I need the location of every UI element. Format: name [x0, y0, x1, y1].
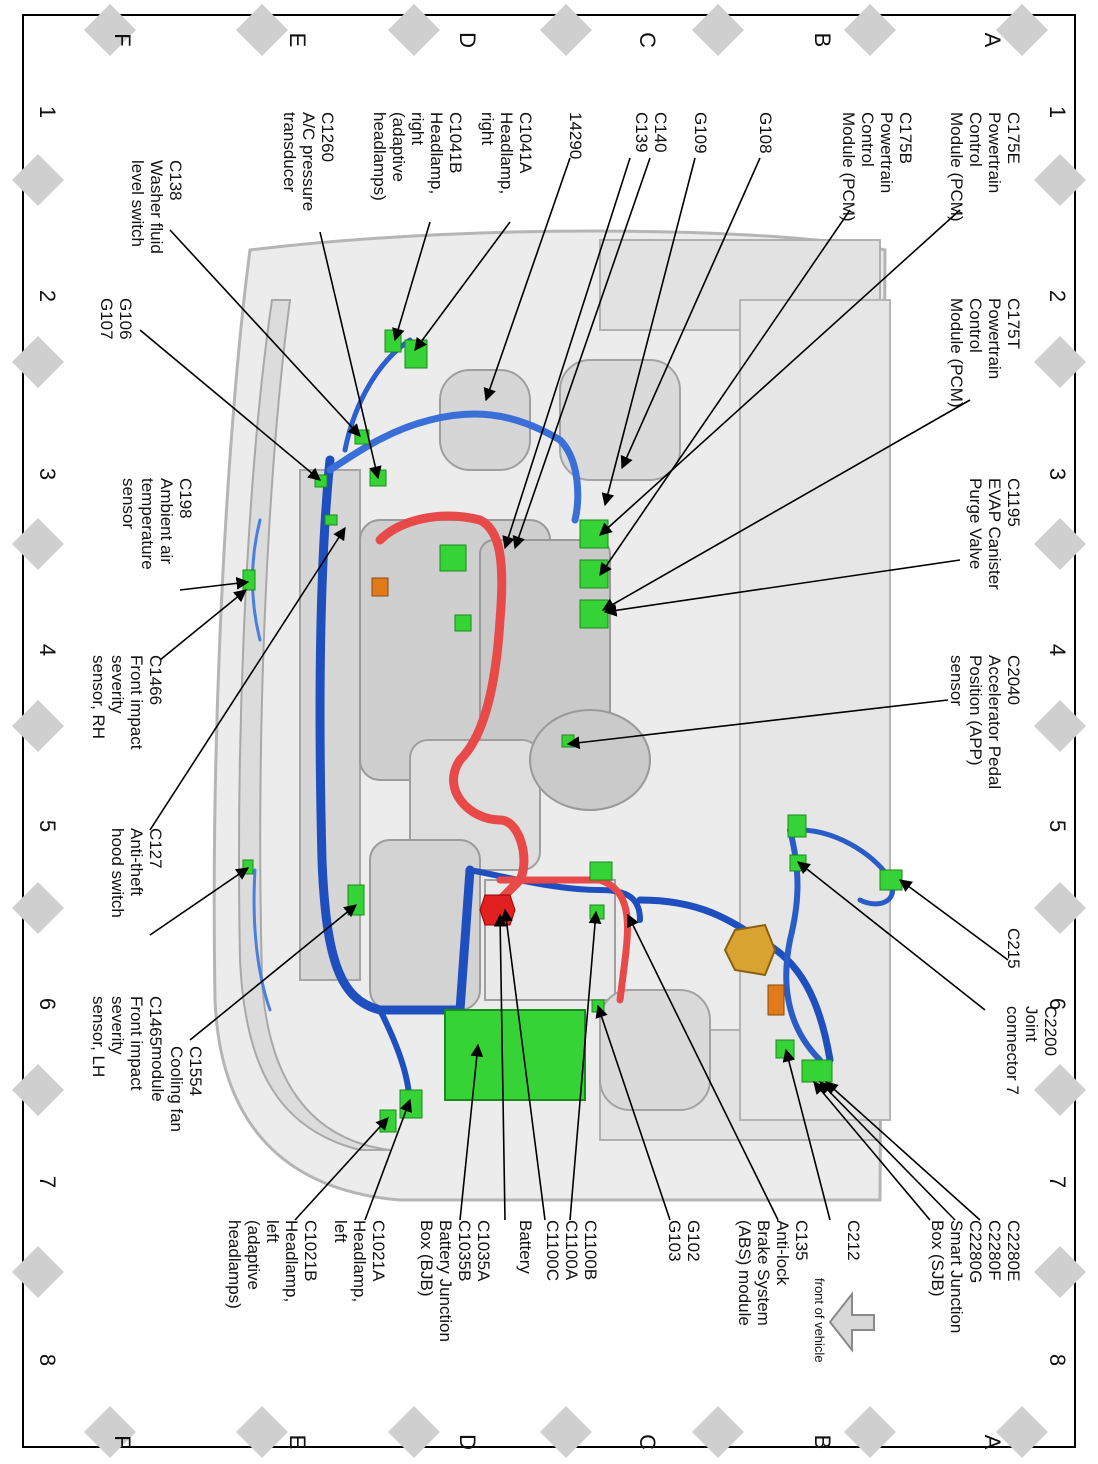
callout-line: C1100B [581, 1220, 600, 1281]
grid-col-label-6-left: 6 [35, 997, 60, 1011]
callout-line: sensor, LH [89, 996, 108, 1078]
border-diamond [84, 4, 136, 56]
callout-line: module [148, 1046, 167, 1102]
grid-row-label-d-bottom: D [455, 1434, 480, 1450]
border-diamond [12, 154, 64, 206]
callout-line: Brake System [754, 1220, 773, 1326]
callout-c175e [947, 112, 1023, 222]
connector-c135 [590, 862, 612, 880]
callout-line: C198 [176, 478, 195, 519]
callout-line: G102 [684, 1220, 703, 1262]
callout-line: Control [858, 112, 877, 167]
callout-c1035a [417, 1220, 493, 1342]
strut-tower-left [600, 990, 710, 1110]
border-diamond [1034, 1246, 1086, 1298]
callout-line: Headlamp, [427, 112, 446, 195]
callout-line: C1100C [543, 1220, 562, 1282]
grid-col-label-8: 8 [1045, 1353, 1070, 1367]
border-diamond [12, 1064, 64, 1116]
border-diamond [84, 1406, 136, 1458]
callout-line: C212 [844, 1220, 863, 1261]
callout-line: hood switch [108, 828, 127, 918]
callout-line: Anti-lock [773, 1220, 792, 1286]
callout-line: Cooling fan [167, 1046, 186, 1133]
grid-col-label-8-left: 8 [35, 1353, 60, 1367]
callout-line: C1035B [455, 1220, 474, 1282]
connector-14290 [455, 615, 471, 631]
border-diamond [236, 1406, 288, 1458]
callout-line: Box (BJB) [417, 1220, 436, 1297]
connector-orange-1 [372, 578, 388, 596]
grid-row-label-e-bottom: E [285, 1434, 310, 1450]
border-diamond [1034, 336, 1086, 388]
callout-g108 [756, 112, 775, 154]
callout-line: C1260 [318, 112, 337, 163]
connector-c127 [325, 515, 337, 525]
connector-c1021b [380, 1110, 396, 1132]
callout-line: Battery [516, 1220, 535, 1274]
connector-c175e [580, 520, 608, 548]
border-diamond [236, 4, 288, 56]
border-diamond [540, 1406, 592, 1458]
border-diamond [12, 700, 64, 752]
callout-line: C175T [1004, 298, 1023, 350]
callout-c1554 [148, 1046, 205, 1132]
callout-c1021b [225, 1220, 320, 1309]
callout-line: Accelerator Pedal [985, 655, 1004, 790]
connector-c2280 [802, 1060, 832, 1082]
grid-row-label-a: A [980, 32, 1005, 48]
callout-c175b [839, 112, 915, 222]
border-diamond [540, 4, 592, 56]
callout-line: C135 [792, 1220, 811, 1261]
grid-row-label-c: C [635, 32, 660, 48]
callout-line: C1195 [1004, 478, 1023, 527]
connector-c1041a [405, 340, 427, 368]
grid-row-label-f: F [110, 33, 135, 47]
border-diamond [1034, 882, 1086, 934]
callout-line: C2280G [966, 1220, 985, 1284]
callout-g106 [97, 298, 135, 340]
callout-line: G103 [665, 1220, 684, 1262]
callout-line: C2280E [1004, 1220, 1023, 1282]
callout-line: temperature [138, 478, 157, 570]
callout-line: EVAP Canister [985, 478, 1004, 590]
border-diamond [1034, 518, 1086, 570]
callout-line: C139 [632, 112, 651, 153]
callout-line: left [331, 1220, 350, 1243]
front-of-vehicle-label: front of vehicle [812, 1278, 827, 1363]
connector-c198 [243, 570, 255, 590]
callout-line: A/C pressure [299, 112, 318, 212]
callout-c198 [119, 478, 195, 570]
callout-line: G109 [691, 112, 710, 154]
callout-line: Position (APP) [966, 655, 985, 766]
callout-c1100b [543, 1220, 600, 1281]
grid-row-label-f-bottom: F [110, 1435, 135, 1449]
callout-line: C138 [166, 160, 185, 201]
callout-line: Joint [1022, 1006, 1041, 1042]
callout-line: C140 [651, 112, 670, 153]
border-diamond [996, 1406, 1048, 1458]
callout-c1041b [370, 112, 465, 201]
border-diamond [12, 1246, 64, 1298]
connector-c1195 [562, 735, 574, 747]
callout-line: level switch [128, 160, 147, 247]
callout-line: connector 7 [1003, 1006, 1022, 1095]
grid-col-label-1: 1 [1045, 105, 1070, 119]
callout-line: C1041B [446, 112, 465, 174]
callout-line: Ambient air [157, 478, 176, 564]
connector-c1041b [385, 330, 401, 352]
callout-line: severity [108, 655, 127, 714]
callout-c127 [108, 828, 165, 918]
grid-row-label-a-bottom: A [980, 1434, 1005, 1450]
callout-line: right [408, 112, 427, 146]
callout-line: C127 [146, 828, 165, 869]
callout-battery [516, 1220, 535, 1274]
connector-c1021a [400, 1090, 422, 1118]
border-diamond [1034, 1064, 1086, 1116]
callout-line: Powertrain [985, 112, 1004, 194]
callout-line: C175E [1004, 112, 1023, 164]
grid-col-label-2-left: 2 [35, 289, 60, 303]
callout-c2280e [928, 1220, 1023, 1333]
callout-c215 [1004, 928, 1023, 969]
connector-c1466 [440, 545, 466, 571]
callout-line: (adaptive [389, 112, 408, 182]
border-diamond [844, 4, 896, 56]
grid-col-label-5: 5 [1045, 819, 1070, 833]
callout-line: Headlamp, [497, 112, 516, 195]
callout-line: C1554 [186, 1046, 205, 1097]
grid-row-label-c-bottom: C [635, 1434, 660, 1450]
callout-line: Powertrain [877, 112, 896, 194]
connector-c215 [880, 870, 902, 890]
callout-c1021a [331, 1220, 388, 1302]
border-diamond [12, 882, 64, 934]
callout-line: Powertrain [985, 298, 1004, 380]
callout-line: C2280F [985, 1220, 1004, 1281]
border-diamond [996, 4, 1048, 56]
connector-c2040 [788, 815, 806, 837]
callout-line: left [263, 1220, 282, 1243]
callout-line: Front impact [127, 996, 146, 1091]
callout-line: Anti-theft [127, 828, 146, 897]
grid-row-label-b-bottom: B [810, 1434, 835, 1450]
callout-c1041a [478, 112, 535, 194]
grid-col-label-5-left: 5 [35, 819, 60, 833]
callout-line: Module (PCM) [947, 112, 966, 222]
callout-line: transducer [280, 112, 299, 193]
callout-h14290 [566, 112, 585, 159]
callout-line: Smart Junction [947, 1220, 966, 1334]
callout-line: Module (PCM) [947, 298, 966, 408]
callout-line: Headlamp, [350, 1220, 369, 1303]
callout-line: C215 [1004, 928, 1023, 969]
connector-orange-2 [768, 985, 784, 1015]
border-diamond [388, 4, 440, 56]
callout-c140 [632, 112, 670, 153]
grid-col-label-4: 4 [1045, 643, 1070, 657]
callout-line: C1041A [516, 112, 535, 174]
connector-c175b [580, 560, 608, 588]
callout-line: Front impact [127, 655, 146, 750]
callout-line: C1466 [146, 655, 165, 706]
border-diamond [1034, 700, 1086, 752]
callout-line: Battery Junction [436, 1220, 455, 1342]
grid-row-label-e: E [285, 32, 310, 48]
callout-line: 14290 [566, 112, 585, 160]
front-arrow-icon [830, 1294, 874, 1350]
callout-c1195 [966, 478, 1023, 590]
callout-line: Control [966, 298, 985, 353]
callout-c135 [735, 1220, 811, 1326]
callout-line: G107 [97, 298, 116, 340]
connector-c212 [776, 1040, 794, 1058]
callout-c212 [844, 1220, 863, 1261]
callout-line: C1021A [369, 1220, 388, 1282]
callout-line: headlamps) [370, 112, 389, 201]
bjb-box [445, 1010, 585, 1100]
callout-line: Control [966, 112, 985, 167]
border-diamond [12, 336, 64, 388]
leader-c215 [900, 880, 1008, 960]
border-diamond [12, 518, 64, 570]
connector-c1465 [243, 860, 253, 874]
callout-c138 [128, 160, 185, 254]
callout-line: Module (PCM) [839, 112, 858, 222]
callout-line: G108 [756, 112, 775, 154]
callout-c2040 [947, 655, 1023, 789]
callout-line: sensor, RH [89, 655, 108, 740]
grid-col-label-3-left: 3 [35, 467, 60, 481]
callout-line: C175B [896, 112, 915, 164]
callout-line: Purge Valve [966, 478, 985, 570]
grid-row-label-b: B [810, 32, 835, 48]
callout-line: right [478, 112, 497, 146]
callout-line: C2040 [1004, 655, 1023, 706]
callout-c1466 [89, 655, 165, 750]
grid-col-label-7-left: 7 [35, 1175, 60, 1189]
callout-g109 [691, 112, 710, 154]
callout-line: (adaptive [244, 1220, 263, 1290]
callout-line: Washer fluid [147, 160, 166, 254]
intake-tube [530, 710, 650, 810]
connector-c175t [580, 600, 608, 628]
callout-line: C2200 [1041, 1006, 1060, 1057]
callout-c175t [947, 298, 1023, 408]
border-diamond [388, 1406, 440, 1458]
border-diamond [692, 1406, 744, 1458]
callout-line: Headlamp, [282, 1220, 301, 1303]
grid-col-label-7: 7 [1045, 1175, 1070, 1189]
callout-line: C1021B [301, 1220, 320, 1282]
grid-col-label-6: 6 [1045, 997, 1070, 1011]
callout-line: sensor [947, 655, 966, 707]
callout-line: sensor [119, 478, 138, 530]
callout-line: C1465 [146, 996, 165, 1047]
callout-g102 [665, 1220, 703, 1262]
grid-col-label-4-left: 4 [35, 643, 60, 657]
callout-line: G106 [116, 298, 135, 340]
callout-line: Box (SJB) [928, 1220, 947, 1297]
callout-c1260 [280, 112, 337, 211]
front-of-vehicle-indicator [812, 1278, 874, 1363]
border-diamond [844, 1406, 896, 1458]
callout-line: (ABS) module [735, 1220, 754, 1326]
callout-line: headlamps) [225, 1220, 244, 1309]
border-diamond [692, 4, 744, 56]
grid-row-label-d: D [455, 32, 480, 48]
border-diamond [1034, 154, 1086, 206]
callout-line: severity [108, 996, 127, 1055]
grid-col-label-1-left: 1 [35, 105, 60, 119]
grid-col-label-3: 3 [1045, 467, 1070, 481]
callout-line: C1035A [474, 1220, 493, 1282]
battery-terminal [480, 895, 515, 925]
connector-c1100b [590, 905, 604, 919]
callout-line: C1100A [562, 1220, 581, 1281]
grid-col-label-2: 2 [1045, 289, 1070, 303]
